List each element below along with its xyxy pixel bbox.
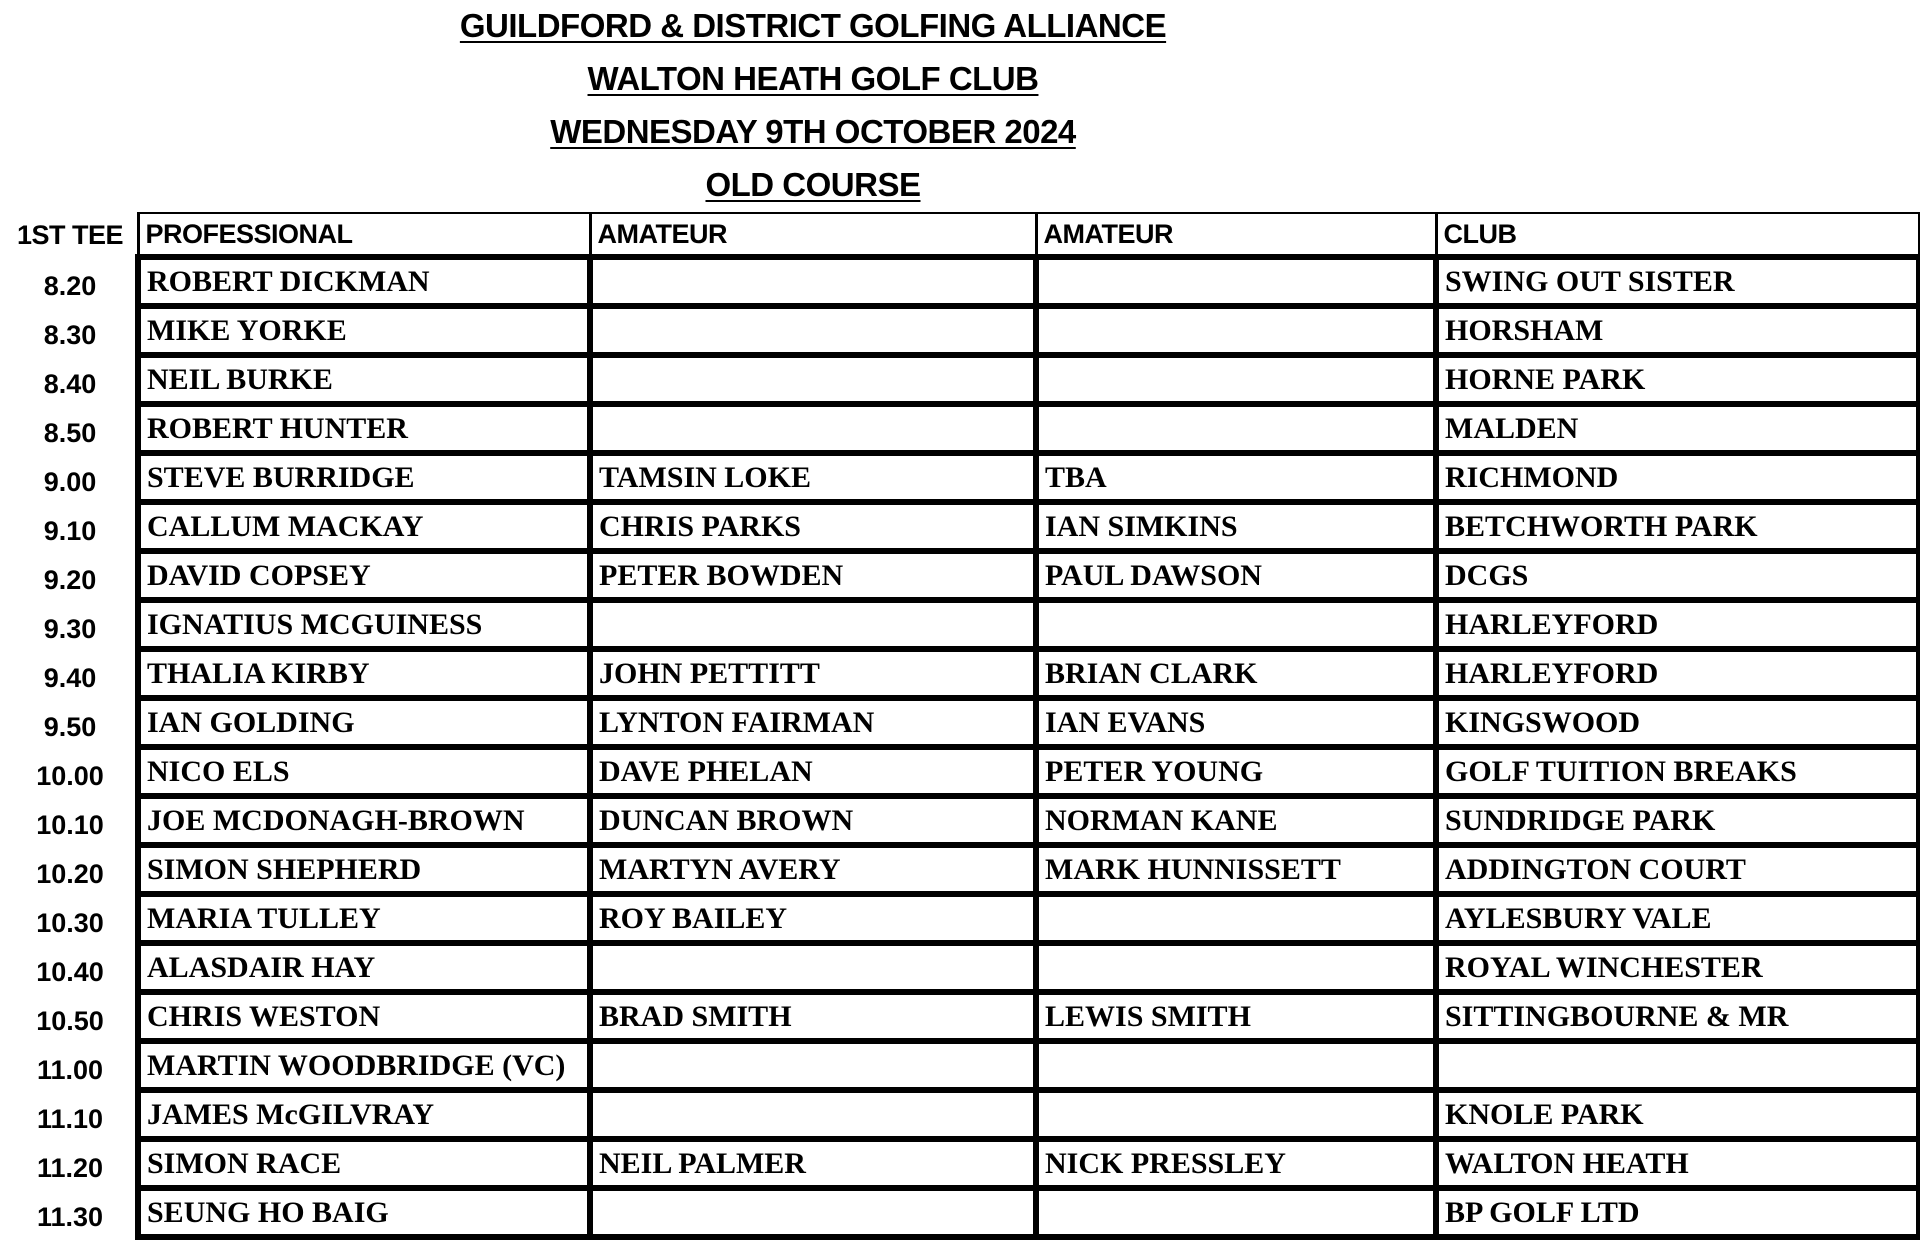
tee-time: 11.10 (36, 1104, 104, 1134)
table-row (138, 943, 1919, 992)
professional-cell: NICO ELS (138, 747, 590, 796)
tee-time: 10.00 (36, 761, 104, 791)
club-cell: AYLESBURY VALE (1436, 894, 1919, 943)
amateur-cell (590, 1041, 1036, 1090)
amateur-cell (1036, 1188, 1436, 1237)
professional-cell: STEVE BURRIDGE (138, 453, 590, 502)
professional-cell: IAN GOLDING (138, 698, 590, 747)
amateur-cell: PAUL DAWSON (1036, 551, 1436, 600)
tee-time: 11.20 (36, 1153, 104, 1183)
club-cell: MALDEN (1436, 404, 1919, 453)
tee-time: 9.30 (43, 614, 97, 644)
amateur-cell: ROY BAILEY (590, 894, 1036, 943)
tee-time: 10.30 (36, 908, 104, 938)
tee-time: 10.50 (36, 1006, 104, 1036)
amateur-cell: NICK PRESSLEY (1036, 1139, 1436, 1188)
amateur-cell (1036, 894, 1436, 943)
amateur-cell: PETER YOUNG (1036, 747, 1436, 796)
tee-time: 8.20 (43, 271, 97, 301)
amateur-header: AMATEUR (1036, 213, 1436, 257)
amateur-cell (1036, 1090, 1436, 1139)
tee-time: 11.30 (36, 1202, 104, 1232)
table-row (138, 355, 1919, 404)
professional-cell: SIMON SHEPHERD (138, 845, 590, 894)
tee-time: 9.20 (43, 565, 97, 595)
tee-time: 8.30 (43, 320, 97, 350)
amateur-cell: LEWIS SMITH (1036, 992, 1436, 1041)
tee-time: 9.00 (43, 467, 97, 497)
professional-cell: NEIL BURKE (138, 355, 590, 404)
course-title: OLD COURSE (705, 166, 921, 203)
club-cell: HARLEYFORD (1436, 600, 1919, 649)
professional-cell: CHRIS WESTON (138, 992, 590, 1041)
club-cell: HORSHAM (1436, 306, 1919, 355)
club-cell (1436, 1041, 1919, 1090)
professional-cell: SEUNG HO BAIG (138, 1188, 590, 1237)
professional-cell: JAMES McGILVRAY (138, 1090, 590, 1139)
table-row (138, 551, 1919, 600)
professional-cell: DAVID COPSEY (138, 551, 590, 600)
amateur-cell: TAMSIN LOKE (590, 453, 1036, 502)
amateur-cell (590, 404, 1036, 453)
club-header: CLUB (1436, 213, 1919, 257)
professional-header: PROFESSIONAL (138, 213, 590, 257)
amateur-cell (590, 1090, 1036, 1139)
amateur-cell: NORMAN KANE (1036, 796, 1436, 845)
table-row (138, 600, 1919, 649)
club-cell: KINGSWOOD (1436, 698, 1919, 747)
amateur-cell (590, 355, 1036, 404)
amateur-cell: TBA (1036, 453, 1436, 502)
table-row (138, 257, 1919, 306)
club-cell: GOLF TUITION BREAKS (1436, 747, 1919, 796)
amateur-cell: BRIAN CLARK (1036, 649, 1436, 698)
table-row (138, 1041, 1919, 1090)
amateur-cell: LYNTON FAIRMAN (590, 698, 1036, 747)
amateur-cell (1036, 355, 1436, 404)
table-row (138, 649, 1919, 698)
club-cell: SITTINGBOURNE & MR (1436, 992, 1919, 1041)
venue-title: WALTON HEATH GOLF CLUB (587, 60, 1039, 97)
table-row (138, 1188, 1919, 1237)
table-row (138, 894, 1919, 943)
amateur-cell: MARTYN AVERY (590, 845, 1036, 894)
club-cell: RICHMOND (1436, 453, 1919, 502)
amateur-cell (590, 257, 1036, 306)
amateur-cell: MARK HUNNISSETT (1036, 845, 1436, 894)
tee-time: 9.50 (43, 712, 97, 742)
amateur-cell (590, 1188, 1036, 1237)
professional-cell: SIMON RACE (138, 1139, 590, 1188)
amateur-cell: IAN EVANS (1036, 698, 1436, 747)
alliance-title: GUILDFORD & DISTRICT GOLFING ALLIANCE (459, 7, 1167, 44)
table-row (138, 404, 1919, 453)
amateur-cell (590, 600, 1036, 649)
club-cell: SUNDRIDGE PARK (1436, 796, 1919, 845)
club-cell: DCGS (1436, 551, 1919, 600)
club-cell: SWING OUT SISTER (1436, 257, 1919, 306)
amateur-cell (1036, 404, 1436, 453)
tee-time: 10.40 (36, 957, 104, 987)
amateur-cell: PETER BOWDEN (590, 551, 1036, 600)
professional-cell: CALLUM MACKAY (138, 502, 590, 551)
table-row (138, 1139, 1919, 1188)
table-row (138, 453, 1919, 502)
amateur-cell (1036, 600, 1436, 649)
club-cell: WALTON HEATH (1436, 1139, 1919, 1188)
date-title: WEDNESDAY 9TH OCTOBER 2024 (550, 113, 1076, 150)
tee-time: 9.40 (43, 663, 97, 693)
club-cell: BETCHWORTH PARK (1436, 502, 1919, 551)
amateur-cell (1036, 1041, 1436, 1090)
table-row (138, 992, 1919, 1041)
table-row (138, 796, 1919, 845)
table-row (138, 306, 1919, 355)
amateur-cell: NEIL PALMER (590, 1139, 1036, 1188)
tee-time: 9.10 (43, 516, 97, 546)
table-row (138, 502, 1919, 551)
professional-cell: MARTIN WOODBRIDGE (VC) (138, 1041, 590, 1090)
table-row (138, 845, 1919, 894)
amateur-cell: JOHN PETTITT (590, 649, 1036, 698)
tee-time: 11.00 (36, 1055, 104, 1085)
club-cell: HARLEYFORD (1436, 649, 1919, 698)
tee-time-header: 1ST TEE (16, 220, 124, 250)
amateur-cell (590, 943, 1036, 992)
tee-time: 8.40 (43, 369, 97, 399)
amateur-cell (1036, 257, 1436, 306)
club-cell: HORNE PARK (1436, 355, 1919, 404)
table-row (138, 1090, 1919, 1139)
table-row (138, 698, 1919, 747)
professional-cell: MIKE YORKE (138, 306, 590, 355)
amateur-cell: DUNCAN BROWN (590, 796, 1036, 845)
table-body (138, 257, 1919, 1237)
professional-cell: ROBERT HUNTER (138, 404, 590, 453)
amateur-cell (1036, 943, 1436, 992)
amateur-cell (590, 306, 1036, 355)
professional-cell: MARIA TULLEY (138, 894, 590, 943)
professional-cell: ALASDAIR HAY (138, 943, 590, 992)
amateur-cell: BRAD SMITH (590, 992, 1036, 1041)
tee-time: 10.10 (36, 810, 104, 840)
amateur-cell: CHRIS PARKS (590, 502, 1036, 551)
amateur-header: AMATEUR (590, 213, 1036, 257)
amateur-cell: DAVE PHELAN (590, 747, 1036, 796)
table-row (138, 747, 1919, 796)
amateur-cell (1036, 306, 1436, 355)
professional-cell: ROBERT DICKMAN (138, 257, 590, 306)
professional-cell: THALIA KIRBY (138, 649, 590, 698)
professional-cell: JOE MCDONAGH-BROWN (138, 796, 590, 845)
tee-time-column (10, 262, 130, 1242)
tee-time: 10.20 (36, 859, 104, 889)
table-header-row (138, 213, 1919, 257)
club-cell: ROYAL WINCHESTER (1436, 943, 1919, 992)
club-cell: BP GOLF LTD (1436, 1188, 1919, 1237)
club-cell: KNOLE PARK (1436, 1090, 1919, 1139)
club-cell: ADDINGTON COURT (1436, 845, 1919, 894)
tee-sheet-table (135, 212, 1920, 1240)
amateur-cell: IAN SIMKINS (1036, 502, 1436, 551)
professional-cell: IGNATIUS MCGUINESS (138, 600, 590, 649)
tee-time: 8.50 (43, 418, 97, 448)
